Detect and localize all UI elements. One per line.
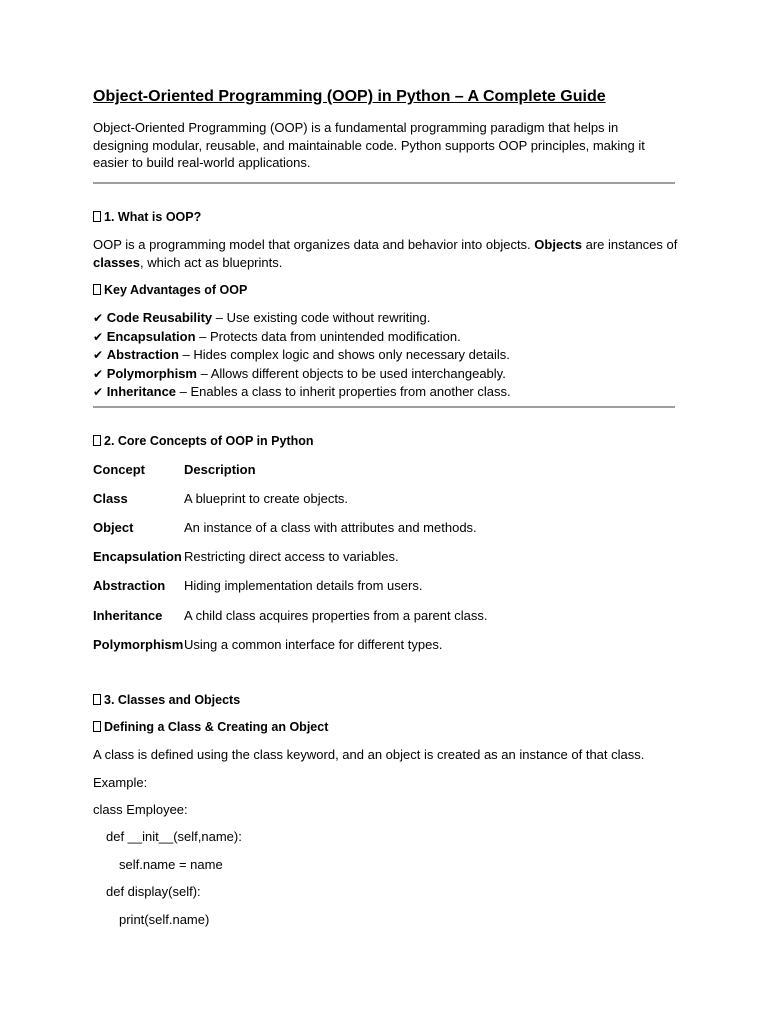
list-item: ✔ Encapsulation – Protects data from unintended modification. (93, 328, 461, 344)
table-cell: Abstraction (93, 578, 166, 593)
code-line: print(self.name) (119, 912, 210, 927)
section-3-heading: 3. Classes and Objects (93, 693, 240, 707)
checkmark-icon: ✔ (93, 366, 104, 381)
code-line: def display(self): (106, 884, 201, 899)
missing-glyph-icon (93, 284, 101, 295)
list-item: ✔ Polymorphism – Allows different objects to be used interchangeably. (93, 365, 506, 381)
missing-glyph-icon (93, 721, 101, 732)
table-cell: Class (93, 491, 128, 506)
table-cell: Restricting direct access to variables. (184, 549, 399, 564)
code-line: def __init__(self,name): (106, 829, 242, 844)
divider (93, 406, 675, 408)
example-label: Example: (93, 775, 148, 790)
table-cell: Encapsulation (93, 549, 182, 564)
list-item: ✔ Code Reusability – Use existing code without rewriting. (93, 310, 431, 325)
table-cell: Inheritance (93, 608, 163, 623)
table-cell: A blueprint to create objects. (184, 491, 349, 506)
checkmark-icon: ✔ (93, 329, 104, 344)
checkmark-icon: ✔ (93, 348, 104, 363)
table-header: Description (184, 462, 256, 477)
paragraph-line: OOP is a programming model that organizes data and behavior into objects. Objects are instances of (93, 237, 678, 252)
missing-glyph-icon (93, 694, 101, 705)
section-3-paragraph: A class is defined using the class keyword, and an object is created as an instance of that class. (93, 747, 645, 762)
page-title: Object-Oriented Programming (OOP) in Python – A Complete Guide (93, 88, 606, 105)
section-1-paragraph (93, 236, 677, 272)
missing-glyph-icon (93, 435, 101, 446)
table-header: Concept (93, 462, 145, 477)
paragraph-line: classes, which act as blueprints. (93, 255, 283, 270)
intro-line: easier to build real-world applications. (93, 155, 311, 170)
intro-line: Object-Oriented Programming (OOP) is a fundamental programming paradigm that helps in (93, 120, 619, 135)
divider (93, 182, 675, 184)
checkmark-icon: ✔ (93, 385, 104, 400)
table-cell: An instance of a class with attributes and methods. (184, 520, 477, 535)
section-3-subheading: Defining a Class & Creating an Object (93, 720, 328, 734)
advantages-heading: Key Advantages of OOP (93, 283, 247, 297)
list-item: ✔ Abstraction – Hides complex logic and shows only necessary details. (93, 347, 510, 363)
table-cell: Object (93, 520, 134, 535)
table-cell: Hiding implementation details from users. (184, 578, 423, 593)
table-cell: Polymorphism (93, 637, 184, 652)
intro-paragraph (93, 119, 645, 172)
advantages-list (93, 309, 511, 402)
table-cell: A child class acquires properties from a parent class. (184, 608, 488, 623)
checkmark-icon: ✔ (93, 311, 104, 325)
list-item: ✔ Inheritance – Enables a class to inherit properties from another class. (93, 384, 511, 400)
code-line: class Employee: (93, 802, 188, 817)
intro-line: designing modular, reusable, and maintainable code. Python supports OOP principles, making it (93, 137, 645, 153)
section-2-heading: 2. Core Concepts of OOP in Python (93, 434, 314, 448)
code-line: self.name = name (119, 857, 223, 872)
table-cell: Using a common interface for different types. (184, 637, 443, 652)
missing-glyph-icon (93, 211, 101, 222)
section-1-heading: 1. What is OOP? (93, 210, 201, 224)
